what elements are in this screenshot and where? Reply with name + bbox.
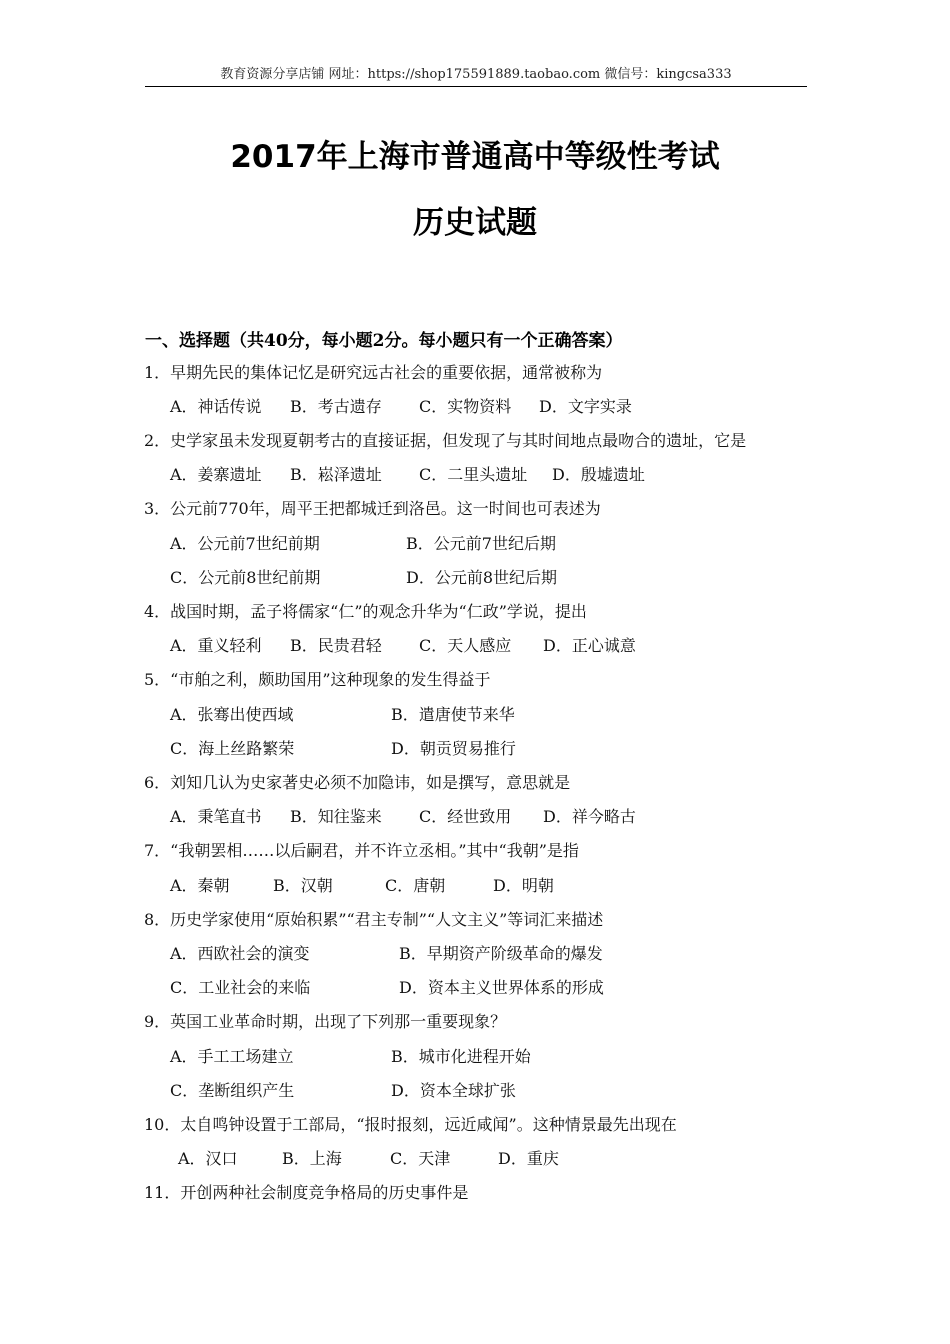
option: A．张骞出使西域	[170, 705, 294, 724]
option: A．秦朝	[170, 876, 230, 895]
option: A．西欧社会的演变	[170, 944, 310, 963]
question-stem: 3．公元前770年，周平王把都城迁到洛邑。这一时间也可表述为	[144, 499, 601, 518]
option: C．工业社会的来临	[170, 978, 311, 997]
option: B．崧泽遗址	[290, 465, 382, 484]
option: B．汉朝	[273, 876, 333, 895]
option: D．公元前8世纪后期	[406, 568, 558, 587]
question-stem: 4．战国时期，孟子将儒家“仁”的观念升华为“仁政”学说，提出	[144, 602, 587, 621]
page-header: 教育资源分享店铺 网址：https://shop175591889.taobao.com 微信号：kingcsa333	[145, 66, 807, 87]
option: A．公元前7世纪前期	[170, 534, 320, 553]
option: C．唐朝	[385, 876, 446, 895]
option: B．知往鉴来	[290, 807, 382, 826]
option: C．公元前8世纪前期	[170, 568, 321, 587]
option: B．上海	[282, 1149, 342, 1168]
exam-subtitle: 历史试题	[413, 205, 537, 241]
option: B．遣唐使节来华	[391, 705, 515, 724]
option: A．秉笔直书	[170, 807, 262, 826]
option: D．资本全球扩张	[391, 1081, 516, 1100]
option: A．重义轻利	[170, 636, 262, 655]
option: A．汉口	[178, 1149, 238, 1168]
option: D．朝贡贸易推行	[391, 739, 516, 758]
option: D．祥今略古	[543, 807, 636, 826]
option: B．城市化进程开始	[391, 1047, 531, 1066]
option: D．殷墟遗址	[552, 465, 645, 484]
option: C．二里头遗址	[419, 465, 528, 484]
option: B．公元前7世纪后期	[406, 534, 556, 553]
question-stem: 11．开创两种社会制度竞争格局的历史事件是	[144, 1183, 469, 1202]
question-stem: 5．“市舶之利，颇助国用”这种现象的发生得益于	[144, 670, 491, 689]
question-stem: 7．“我朝罢相……以后嗣君，并不许立丞相。”其中“我朝”是指	[144, 841, 579, 860]
option: D．正心诚意	[543, 636, 636, 655]
option: B．民贵君轻	[290, 636, 382, 655]
question-stem: 10．太自鸣钟设置于工部局，“报时报刻，远近咸闻”。这种情景最先出现在	[144, 1115, 677, 1134]
option: C．经世致用	[419, 807, 512, 826]
question-stem: 8．历史学家使用“原始积累”“君主专制”“人文主义”等词汇来描述	[144, 910, 604, 929]
option: A．手工工场建立	[170, 1047, 294, 1066]
question-stem: 6．刘知几认为史家著史必须不加隐讳，如是撰写，意思就是	[144, 773, 571, 792]
option: A．神话传说	[170, 397, 262, 416]
question-stem: 2．史学家虽未发现夏朝考古的直接证据，但发现了与其时间地点最吻合的遗址，它是	[144, 431, 747, 450]
option: A．姜寨遗址	[170, 465, 262, 484]
option: B．考古遗存	[290, 397, 382, 416]
option: C．实物资料	[419, 397, 512, 416]
question-stem: 9．英国工业革命时期，出现了下列那一重要现象？	[144, 1012, 507, 1031]
option: D．资本主义世界体系的形成	[399, 978, 604, 997]
option: C．垄断组织产生	[170, 1081, 295, 1100]
section-heading: 一、选择题（共40分，每小题2分。每小题只有一个正确答案）	[145, 331, 623, 351]
exam-title: 2017年上海市普通高中等级性考试	[230, 139, 720, 175]
option: D．重庆	[498, 1149, 559, 1168]
question-stem: 1．早期先民的集体记忆是研究远古社会的重要依据，通常被称为	[144, 363, 603, 382]
option: C．天津	[390, 1149, 451, 1168]
option: C．天人感应	[419, 636, 512, 655]
option: D．明朝	[493, 876, 554, 895]
option: C．海上丝路繁荣	[170, 739, 295, 758]
option: D．文字实录	[539, 397, 632, 416]
option: B．早期资产阶级革命的爆发	[399, 944, 603, 963]
